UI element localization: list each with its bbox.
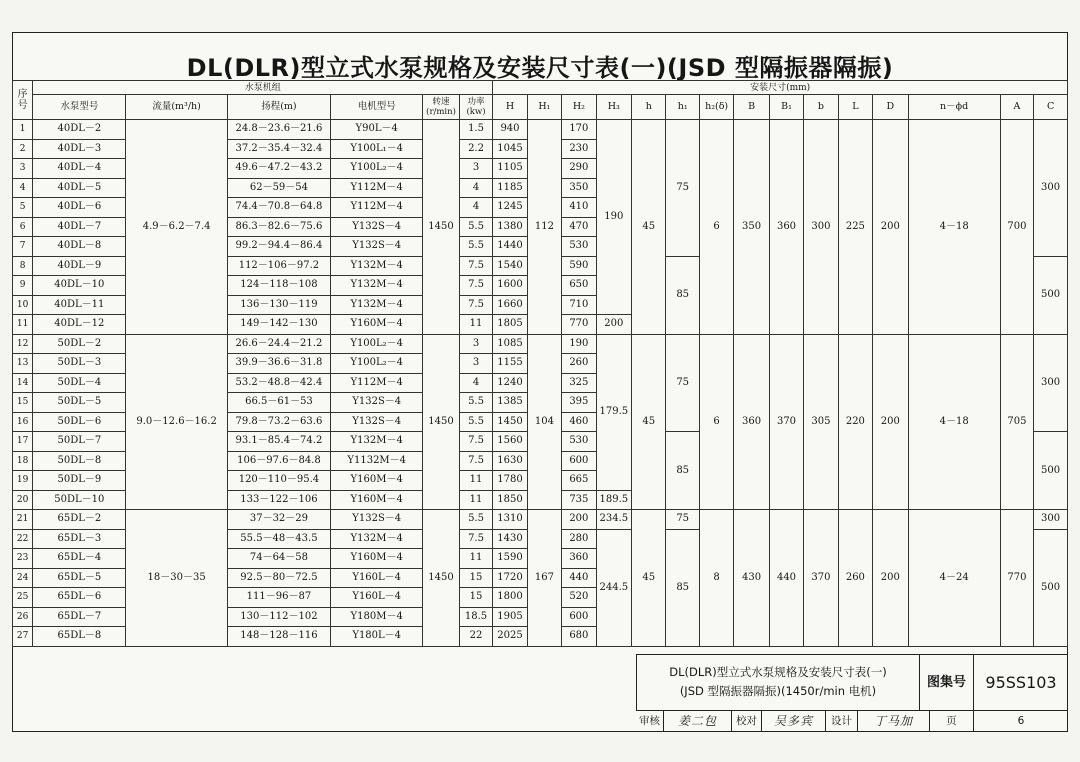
dim-H2: 230 bbox=[562, 139, 596, 159]
dim-D: 200 bbox=[873, 334, 908, 510]
title-block-description bbox=[636, 654, 920, 710]
row-number: 1 bbox=[13, 120, 33, 140]
col-nd-header: n－ϕd bbox=[908, 95, 1000, 120]
pump-model: 65DL－6 bbox=[33, 588, 126, 608]
dim-H3: 234.5 bbox=[596, 510, 631, 530]
pump-head: 55.5－48－43.5 bbox=[227, 529, 330, 549]
row-number: 18 bbox=[13, 451, 33, 471]
design-signature: 丁马加 bbox=[858, 711, 930, 732]
motor-power: 3 bbox=[459, 354, 493, 374]
pump-head: 136－130－119 bbox=[227, 295, 330, 315]
row-number: 2 bbox=[13, 139, 33, 159]
dim-H2: 735 bbox=[562, 490, 596, 510]
pump-model: 40DL－5 bbox=[33, 178, 126, 198]
row-number: 9 bbox=[13, 276, 33, 296]
dim-H2: 600 bbox=[562, 607, 596, 627]
motor-power: 1.5 bbox=[459, 120, 493, 140]
dim-C: 300 bbox=[1034, 510, 1068, 530]
pump-head: 92.5－80－72.5 bbox=[227, 568, 330, 588]
motor-model: Y160L－4 bbox=[331, 568, 423, 588]
motor-model: Y180L－4 bbox=[331, 627, 423, 647]
atlas-number: 95SS103 bbox=[974, 654, 1068, 710]
motor-model: Y132M－4 bbox=[331, 256, 423, 276]
dim-b: 305 bbox=[804, 334, 838, 510]
dim-H2: 530 bbox=[562, 432, 596, 452]
dim-C: 300 bbox=[1034, 120, 1068, 257]
page-number: 6 bbox=[1017, 715, 1025, 727]
dim-H: 1780 bbox=[493, 471, 527, 491]
row-number: 17 bbox=[13, 432, 33, 452]
motor-power: 11 bbox=[459, 471, 493, 491]
dim-L: 260 bbox=[838, 510, 872, 647]
col-B-header: B bbox=[734, 95, 769, 120]
pump-head: 62－59－54 bbox=[227, 178, 330, 198]
col-head-header: 扬程(m) bbox=[227, 95, 330, 120]
col-H3-header: H₃ bbox=[596, 95, 631, 120]
dim-H: 1185 bbox=[493, 178, 527, 198]
pump-model: 50DL－3 bbox=[33, 354, 126, 374]
dim-C: 500 bbox=[1034, 529, 1068, 646]
pump-model: 65DL－4 bbox=[33, 549, 126, 569]
dim-n-phi-d: 4－18 bbox=[908, 120, 1000, 335]
dim-H: 1085 bbox=[493, 334, 527, 354]
row-number: 27 bbox=[13, 627, 33, 647]
motor-power: 3 bbox=[459, 334, 493, 354]
dim-H: 1045 bbox=[493, 139, 527, 159]
col-motor-header: 电机型号 bbox=[331, 95, 423, 120]
dim-B: 350 bbox=[734, 120, 769, 335]
row-number: 16 bbox=[13, 412, 33, 432]
col-H-header: H bbox=[493, 95, 527, 120]
dim-H2: 260 bbox=[562, 354, 596, 374]
dim-H1: 104 bbox=[527, 334, 561, 510]
dim-H: 1385 bbox=[493, 393, 527, 413]
motor-power: 7.5 bbox=[459, 276, 493, 296]
dim-h: 45 bbox=[632, 334, 666, 510]
pump-model: 50DL－7 bbox=[33, 432, 126, 452]
dim-H: 1905 bbox=[493, 607, 527, 627]
table-row bbox=[13, 334, 1068, 354]
pump-head: 37－32－29 bbox=[227, 510, 330, 530]
dim-H: 1105 bbox=[493, 159, 527, 179]
flow-rate: 4.9－6.2－7.4 bbox=[126, 120, 227, 335]
dim-H: 1630 bbox=[493, 451, 527, 471]
motor-model: Y132M－4 bbox=[331, 529, 423, 549]
flow-rate: 18－30－35 bbox=[126, 510, 227, 647]
pump-model: 40DL－3 bbox=[33, 139, 126, 159]
dim-h1: 75 bbox=[666, 120, 699, 257]
dim-A: 705 bbox=[1000, 334, 1033, 510]
motor-power: 5.5 bbox=[459, 393, 493, 413]
dim-H2: 200 bbox=[562, 510, 596, 530]
motor-model: Y90L－4 bbox=[331, 120, 423, 140]
col-power-header: 功率(kw) bbox=[459, 95, 493, 120]
pump-head: 99.2－94.4－86.4 bbox=[227, 237, 330, 257]
motor-model: Y112M－4 bbox=[331, 373, 423, 393]
dim-H2: 470 bbox=[562, 217, 596, 237]
dim-H: 1240 bbox=[493, 373, 527, 393]
pump-head: 86.3－82.6－75.6 bbox=[227, 217, 330, 237]
row-number: 20 bbox=[13, 490, 33, 510]
review-signature: 姜二包 bbox=[664, 711, 732, 732]
dim-H2: 650 bbox=[562, 276, 596, 296]
dim-C: 500 bbox=[1034, 432, 1068, 510]
col-B1-header: B₁ bbox=[769, 95, 803, 120]
row-number: 25 bbox=[13, 588, 33, 608]
pump-head: 66.5－61－53 bbox=[227, 393, 330, 413]
motor-power: 5.5 bbox=[459, 237, 493, 257]
pump-model: 40DL－10 bbox=[33, 276, 126, 296]
motor-model: Y112M－4 bbox=[331, 178, 423, 198]
dim-n-phi-d: 4－18 bbox=[908, 334, 1000, 510]
dim-H2: 190 bbox=[562, 334, 596, 354]
col-model-header: 水泵型号 bbox=[33, 95, 126, 120]
dim-H: 2025 bbox=[493, 627, 527, 647]
dim-H2: 530 bbox=[562, 237, 596, 257]
dim-h1: 75 bbox=[666, 510, 699, 530]
dim-A: 700 bbox=[1000, 120, 1033, 335]
pump-group-header: 水泵机组 bbox=[33, 81, 493, 95]
pump-model: 40DL－11 bbox=[33, 295, 126, 315]
dim-H2: 410 bbox=[562, 198, 596, 218]
dim-H2: 520 bbox=[562, 588, 596, 608]
pump-model: 40DL－12 bbox=[33, 315, 126, 335]
motor-power: 11 bbox=[459, 490, 493, 510]
dim-C: 300 bbox=[1034, 334, 1068, 432]
dim-H2: 710 bbox=[562, 295, 596, 315]
col-L-header: L bbox=[838, 95, 872, 120]
pump-model: 40DL－9 bbox=[33, 256, 126, 276]
motor-power: 11 bbox=[459, 549, 493, 569]
dim-H: 1450 bbox=[493, 412, 527, 432]
dim-H: 1245 bbox=[493, 198, 527, 218]
pump-head: 74－64－58 bbox=[227, 549, 330, 569]
row-number: 8 bbox=[13, 256, 33, 276]
pump-model: 50DL－6 bbox=[33, 412, 126, 432]
dim-H2: 680 bbox=[562, 627, 596, 647]
dim-H3: 189.5 bbox=[596, 490, 631, 510]
pump-head: 120－110－95.4 bbox=[227, 471, 330, 491]
dim-H: 1430 bbox=[493, 529, 527, 549]
pump-model: 50DL－5 bbox=[33, 393, 126, 413]
table-row bbox=[13, 120, 1068, 140]
pump-model: 65DL－7 bbox=[33, 607, 126, 627]
motor-power: 7.5 bbox=[459, 256, 493, 276]
dim-H: 1540 bbox=[493, 256, 527, 276]
dim-A: 770 bbox=[1000, 510, 1033, 647]
motor-model: Y100L₁－4 bbox=[331, 139, 423, 159]
col-seq-header: 序号 bbox=[13, 81, 33, 120]
col-H1-header: H₁ bbox=[527, 95, 561, 120]
motor-model: Y160M－4 bbox=[331, 471, 423, 491]
pump-head: 26.6－24.4－21.2 bbox=[227, 334, 330, 354]
dim-H: 1155 bbox=[493, 354, 527, 374]
dim-h2: 8 bbox=[699, 510, 733, 647]
col-H2-header: H₂ bbox=[562, 95, 596, 120]
motor-power: 18.5 bbox=[459, 607, 493, 627]
dim-H: 1800 bbox=[493, 588, 527, 608]
atlas-label: 图集号 bbox=[920, 654, 974, 710]
dim-h: 45 bbox=[632, 510, 666, 647]
pump-model: 40DL－7 bbox=[33, 217, 126, 237]
dim-H: 1720 bbox=[493, 568, 527, 588]
motor-power: 4 bbox=[459, 373, 493, 393]
col-C-header: C bbox=[1034, 95, 1068, 120]
page-title: DL(DLR)型立式水泵规格及安装尺寸表(一)(JSD 型隔振器隔振) bbox=[186, 54, 894, 82]
dim-H2: 600 bbox=[562, 451, 596, 471]
dim-H: 1380 bbox=[493, 217, 527, 237]
dim-h1: 85 bbox=[666, 256, 699, 334]
row-number: 21 bbox=[13, 510, 33, 530]
col-h-header: h bbox=[632, 95, 666, 120]
dim-B1: 370 bbox=[769, 334, 803, 510]
row-number: 7 bbox=[13, 237, 33, 257]
pump-model: 65DL－2 bbox=[33, 510, 126, 530]
motor-power: 5.5 bbox=[459, 510, 493, 530]
row-number: 14 bbox=[13, 373, 33, 393]
motor-power: 15 bbox=[459, 568, 493, 588]
dim-H2: 590 bbox=[562, 256, 596, 276]
pump-head: 149－142－130 bbox=[227, 315, 330, 335]
rotation-speed: 1450 bbox=[423, 120, 459, 335]
dim-H3: 200 bbox=[596, 315, 631, 335]
dim-C: 500 bbox=[1034, 256, 1068, 334]
col-h1-header: h₁ bbox=[666, 95, 699, 120]
col-flow-header: 流量(m³/h) bbox=[126, 95, 227, 120]
dim-H2: 350 bbox=[562, 178, 596, 198]
motor-model: Y132M－4 bbox=[331, 432, 423, 452]
col-speed-header: 转速(r/min) bbox=[423, 95, 459, 120]
dim-H2: 665 bbox=[562, 471, 596, 491]
pump-head: 37.2－35.4－32.4 bbox=[227, 139, 330, 159]
pump-model: 40DL－8 bbox=[33, 237, 126, 257]
dim-h2: 6 bbox=[699, 120, 733, 335]
pump-model: 50DL－4 bbox=[33, 373, 126, 393]
dim-H2: 395 bbox=[562, 393, 596, 413]
motor-model: Y160M－4 bbox=[331, 315, 423, 335]
dim-H: 1600 bbox=[493, 276, 527, 296]
pump-model: 40DL－4 bbox=[33, 159, 126, 179]
pump-head: 74.4－70.8－64.8 bbox=[227, 198, 330, 218]
dim-H2: 440 bbox=[562, 568, 596, 588]
dim-H3: 190 bbox=[596, 120, 631, 315]
motor-model: Y132S－4 bbox=[331, 393, 423, 413]
row-number: 19 bbox=[13, 471, 33, 491]
motor-power: 15 bbox=[459, 588, 493, 608]
pump-head: 148－128－116 bbox=[227, 627, 330, 647]
motor-model: Y132S－4 bbox=[331, 412, 423, 432]
row-number: 12 bbox=[13, 334, 33, 354]
dim-h1: 85 bbox=[666, 529, 699, 646]
dim-H2: 290 bbox=[562, 159, 596, 179]
row-number: 3 bbox=[13, 159, 33, 179]
install-group-header: 安装尺寸(mm) bbox=[493, 81, 1068, 95]
row-number: 22 bbox=[13, 529, 33, 549]
dim-H2: 280 bbox=[562, 529, 596, 549]
pump-head: 124－118－108 bbox=[227, 276, 330, 296]
dim-D: 200 bbox=[873, 510, 908, 647]
dim-H1: 112 bbox=[527, 120, 561, 335]
motor-model: Y160L－4 bbox=[331, 588, 423, 608]
pump-head: 133－122－106 bbox=[227, 490, 330, 510]
motor-model: Y132S－4 bbox=[331, 510, 423, 530]
dim-H: 1310 bbox=[493, 510, 527, 530]
motor-power: 5.5 bbox=[459, 217, 493, 237]
motor-model: Y132S－4 bbox=[331, 237, 423, 257]
motor-power: 4 bbox=[459, 198, 493, 218]
spec-table bbox=[12, 80, 1068, 647]
dim-H: 1560 bbox=[493, 432, 527, 452]
dim-h1: 85 bbox=[666, 432, 699, 510]
column-header-row bbox=[13, 95, 1068, 120]
motor-model: Y160M－4 bbox=[331, 490, 423, 510]
pump-head: 130－112－102 bbox=[227, 607, 330, 627]
pump-model: 50DL－8 bbox=[33, 451, 126, 471]
rotation-speed: 1450 bbox=[423, 334, 459, 510]
row-number: 6 bbox=[13, 217, 33, 237]
title-block-line-2: (JSD 型隔振器隔振)(1450r/min 电机) bbox=[679, 684, 877, 698]
motor-power: 22 bbox=[459, 627, 493, 647]
motor-model: Y100L₂－4 bbox=[331, 334, 423, 354]
dim-H2: 360 bbox=[562, 549, 596, 569]
pump-model: 65DL－3 bbox=[33, 529, 126, 549]
motor-model: Y160M－4 bbox=[331, 549, 423, 569]
row-number: 15 bbox=[13, 393, 33, 413]
pump-head: 49.6－47.2－43.2 bbox=[227, 159, 330, 179]
dim-H: 1590 bbox=[493, 549, 527, 569]
dim-H2: 770 bbox=[562, 315, 596, 335]
rotation-speed: 1450 bbox=[423, 510, 459, 647]
pump-head: 24.8－23.6－21.6 bbox=[227, 120, 330, 140]
pump-head: 111－96－87 bbox=[227, 588, 330, 608]
pump-head: 39.9－36.6－31.8 bbox=[227, 354, 330, 374]
row-number: 10 bbox=[13, 295, 33, 315]
page-label: 页 bbox=[930, 711, 974, 732]
col-b-header: b bbox=[804, 95, 838, 120]
dim-b: 300 bbox=[804, 120, 838, 335]
pump-model: 50DL－2 bbox=[33, 334, 126, 354]
table-row bbox=[13, 510, 1068, 530]
motor-model: Y132S－4 bbox=[331, 217, 423, 237]
motor-model: Y180M－4 bbox=[331, 607, 423, 627]
dim-H2: 325 bbox=[562, 373, 596, 393]
pump-model: 50DL－9 bbox=[33, 471, 126, 491]
motor-power: 7.5 bbox=[459, 529, 493, 549]
motor-power: 3 bbox=[459, 159, 493, 179]
dim-H: 940 bbox=[493, 120, 527, 140]
dim-n-phi-d: 4－24 bbox=[908, 510, 1000, 647]
motor-model: Y112M－4 bbox=[331, 198, 423, 218]
group-header-row bbox=[13, 81, 1068, 95]
motor-model: Y132M－4 bbox=[331, 295, 423, 315]
row-number: 5 bbox=[13, 198, 33, 218]
pump-model: 40DL－2 bbox=[33, 120, 126, 140]
pump-model: 50DL－10 bbox=[33, 490, 126, 510]
motor-power: 7.5 bbox=[459, 432, 493, 452]
motor-power: 7.5 bbox=[459, 295, 493, 315]
motor-model: Y132M－4 bbox=[331, 276, 423, 296]
pump-model: 65DL－5 bbox=[33, 568, 126, 588]
dim-L: 220 bbox=[838, 334, 872, 510]
pump-head: 93.1－85.4－74.2 bbox=[227, 432, 330, 452]
check-label: 校对 bbox=[732, 711, 762, 732]
row-number: 26 bbox=[13, 607, 33, 627]
title-block bbox=[636, 654, 1068, 732]
pump-model: 40DL－6 bbox=[33, 198, 126, 218]
dim-H2: 460 bbox=[562, 412, 596, 432]
row-number: 11 bbox=[13, 315, 33, 335]
signature-row bbox=[636, 710, 1068, 732]
row-number: 13 bbox=[13, 354, 33, 374]
design-label: 设计 bbox=[826, 711, 858, 732]
dim-b: 370 bbox=[804, 510, 838, 647]
dim-B1: 360 bbox=[769, 120, 803, 335]
pump-head: 106－97.6－84.8 bbox=[227, 451, 330, 471]
dim-L: 225 bbox=[838, 120, 872, 335]
dim-H: 1805 bbox=[493, 315, 527, 335]
dim-B: 430 bbox=[734, 510, 769, 647]
dim-H: 1440 bbox=[493, 237, 527, 257]
title-block-line-1: DL(DLR)型立式水泵规格及安装尺寸表(一) bbox=[669, 665, 887, 679]
motor-power: 5.5 bbox=[459, 412, 493, 432]
dim-H: 1660 bbox=[493, 295, 527, 315]
col-A-header: A bbox=[1000, 95, 1033, 120]
motor-model: Y100L₂－4 bbox=[331, 159, 423, 179]
review-label: 审核 bbox=[636, 711, 664, 732]
dim-H1: 167 bbox=[527, 510, 561, 647]
row-number: 24 bbox=[13, 568, 33, 588]
dim-B1: 440 bbox=[769, 510, 803, 647]
motor-power: 11 bbox=[459, 315, 493, 335]
dim-B: 360 bbox=[734, 334, 769, 510]
pump-head: 112－106－97.2 bbox=[227, 256, 330, 276]
dim-h2: 6 bbox=[699, 334, 733, 510]
dim-h: 45 bbox=[632, 120, 666, 335]
pump-head: 79.8－73.2－63.6 bbox=[227, 412, 330, 432]
motor-power: 4 bbox=[459, 178, 493, 198]
check-signature: 吴多宾 bbox=[762, 711, 826, 732]
dim-h1: 75 bbox=[666, 334, 699, 432]
row-number: 4 bbox=[13, 178, 33, 198]
dim-H3: 244.5 bbox=[596, 529, 631, 646]
motor-model: Y100L₂－4 bbox=[331, 354, 423, 374]
motor-model: Y1132M－4 bbox=[331, 451, 423, 471]
motor-power: 2.2 bbox=[459, 139, 493, 159]
col-h2-header: h₂(δ) bbox=[699, 95, 733, 120]
motor-power: 7.5 bbox=[459, 451, 493, 471]
dim-D: 200 bbox=[873, 120, 908, 335]
pump-model: 65DL－8 bbox=[33, 627, 126, 647]
dim-H: 1850 bbox=[493, 490, 527, 510]
flow-rate: 9.0－12.6－16.2 bbox=[126, 334, 227, 510]
dim-H2: 170 bbox=[562, 120, 596, 140]
row-number: 23 bbox=[13, 549, 33, 569]
col-D-header: D bbox=[873, 95, 908, 120]
dim-H3: 179.5 bbox=[596, 334, 631, 490]
pump-head: 53.2－48.8－42.4 bbox=[227, 373, 330, 393]
